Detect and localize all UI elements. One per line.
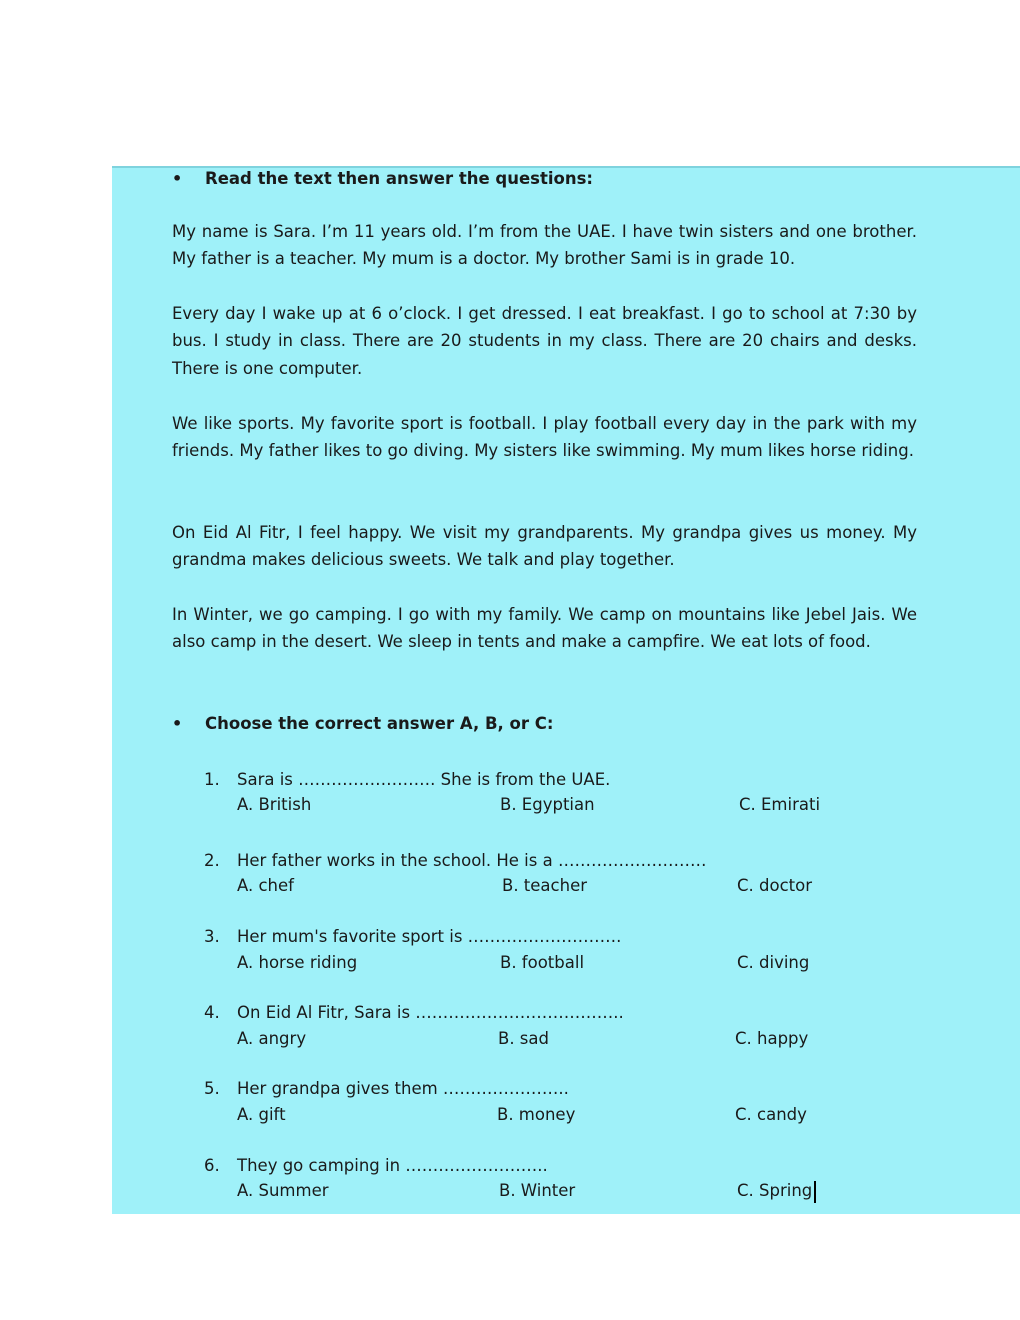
question-stem: Sara is ……………………. She is from the UAE. bbox=[237, 770, 611, 789]
paragraph-daily-routine: Every day I wake up at 6 o’clock. I get dressed. I eat breakfast. I go to school at 7:30 by bus. I study in class. There are 20 students in my class. There are 20 chairs and desks. There is one computer. bbox=[172, 304, 917, 378]
option-b: B. money bbox=[497, 1105, 576, 1124]
question-stem: They go camping in …………………….. bbox=[237, 1156, 548, 1175]
option-c: C. doctor bbox=[737, 876, 812, 895]
option-a: A. horse riding bbox=[237, 953, 358, 972]
paragraph-eid: On Eid Al Fitr, I feel happy. We visit my grandparents. My grandpa gives us money. My grandma makes delicious sweets. We talk and play together. bbox=[172, 523, 917, 570]
bullet-icon: • bbox=[172, 169, 183, 188]
option-b: B. football bbox=[500, 953, 585, 972]
option-b: B. Egyptian bbox=[500, 795, 595, 814]
option-c: C. happy bbox=[735, 1029, 809, 1048]
bullet-icon: • bbox=[172, 714, 183, 733]
option-a: A. chef bbox=[237, 876, 294, 895]
question-number: 2. bbox=[204, 851, 220, 870]
option-a: A. British bbox=[237, 795, 312, 814]
question-stem: Her mum's favorite sport is ………………………. bbox=[237, 927, 622, 946]
option-a: A. angry bbox=[237, 1029, 307, 1048]
option-a: A. Summer bbox=[237, 1181, 329, 1200]
paragraph-sports: We like sports. My favorite sport is football. I play football every day in the park with my friends. My father likes to go diving. My sisters like swimming. My mum likes horse riding. bbox=[172, 414, 917, 461]
option-b: B. sad bbox=[498, 1029, 549, 1048]
option-b: B. teacher bbox=[502, 876, 588, 895]
option-c: C. candy bbox=[735, 1105, 807, 1124]
question-number: 3. bbox=[204, 927, 220, 946]
question-stem: On Eid Al Fitr, Sara is ……………………………….. bbox=[237, 1003, 624, 1022]
option-c: C. diving bbox=[737, 953, 810, 972]
question-number: 6. bbox=[204, 1156, 220, 1175]
question-number: 4. bbox=[204, 1003, 220, 1022]
option-c: C. Emirati bbox=[739, 795, 821, 814]
question-number: 5. bbox=[204, 1079, 220, 1098]
paragraph-winter: In Winter, we go camping. I go with my family. We camp on mountains like Jebel Jais. We also camp in the desert. We sleep in tents and make a campfire. We eat lots of food. bbox=[172, 605, 917, 652]
question-number: 1. bbox=[204, 770, 220, 789]
question-stem: Her grandpa gives them ………………….. bbox=[237, 1079, 569, 1098]
text-cursor bbox=[814, 1181, 816, 1203]
option-b: B. Winter bbox=[499, 1181, 576, 1200]
option-c: C. Spring bbox=[737, 1181, 813, 1200]
questions-heading-text: Choose the correct answer A, B, or C: bbox=[205, 714, 554, 733]
question-stem: Her father works in the school. He is a ……………………… bbox=[237, 851, 707, 870]
reading-heading-text: Read the text then answer the questions: bbox=[205, 169, 594, 188]
paragraph-intro: My name is Sara. I’m 11 years old. I’m from the UAE. I have twin sisters and one brother. My father is a teacher. My mum is a doctor. My brother Sami is in grade 10. bbox=[172, 222, 917, 269]
option-a: A. gift bbox=[237, 1105, 286, 1124]
